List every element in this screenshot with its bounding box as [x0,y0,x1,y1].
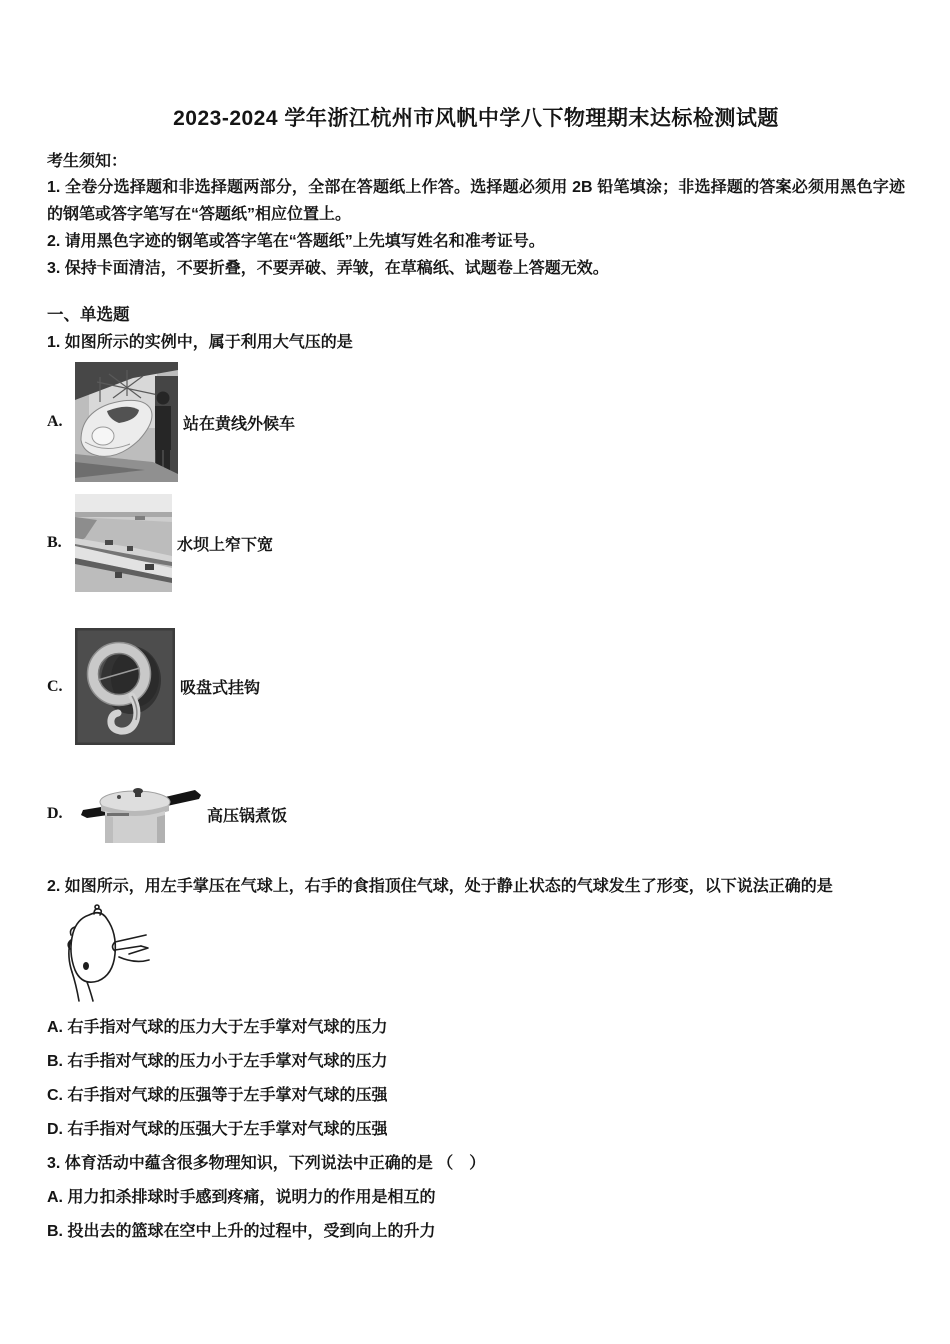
q1-option-b-label: B. [47,534,62,551]
q1-option-d-caption: 高压锅煮饭 [207,807,288,825]
dam-photo [75,494,172,592]
q3-option-b: B. 投出去的篮球在空中上升的过程中，受到向上的升力 [47,1223,436,1240]
q1-option-c-caption: 吸盘式挂钩 [180,680,261,697]
q1-option-b-caption: 水坝上窄下宽 [177,536,274,554]
notice-item: 2. 请用黑色字迹的钢笔或答字笔在“答题纸”上先填写姓名和准考证号。 [47,233,545,250]
q1-option-a-caption: 站在黄线外候车 [183,415,296,433]
q1-option-b [47,494,905,592]
notice-section [47,150,905,282]
q1-option-d-label: D. [47,805,63,822]
q2-option-b: B. 右手指对气球的压力小于左手掌对气球的压力 [47,1053,388,1070]
notice-heading: 考生须知： [47,153,128,170]
q1-option-c [47,628,905,745]
q2-stem: 2. 如图所示，用左手掌压在气球上，右手的食指顶住气球，处于静止状态的气球发生了形变，以下说法正确的是 [47,878,833,895]
q2-option-c: C. 右手指对气球的压强等于左手掌对气球的压强 [47,1087,388,1104]
pressure-cooker-photo [75,785,202,843]
q1-option-d [47,785,905,843]
q3-option-a: A. 用力扣杀排球时手感到疼痛，说明力的作用是相互的 [47,1189,436,1206]
notice-item: 3. 保持卡面清洁，不要折叠，不要弄破、弄皱，在草稿纸、试题卷上答题无效。 [47,260,609,277]
q3-stem: 3. 体育活动中蕴含很多物理知识，下列说法中正确的是 （ ） [47,1155,486,1172]
q1-option-a [47,362,905,482]
section-heading-single-choice: 一、单选题 [47,306,130,324]
q1-stem: 1. 如图所示的实例中，属于利用大气压的是 [47,334,353,351]
train-photo [75,362,178,482]
notice-item: 1. 全卷分选择题和非选择题两部分，全部在答题纸上作答。选择题必须用 2B 铅笔填涂；非选择题的答案必须用黑色字迹的钢笔或答字笔写在“答题纸”相应位置上。 [47,179,905,223]
balloon-sketch [49,902,905,1002]
suction-hook-photo [75,628,175,745]
q1-option-c-label: C. [47,677,63,695]
page-title: 2023-2024 学年浙江杭州市风帆中学八下物理期末达标检测试题 [173,107,779,130]
q1-option-a-label: A. [47,413,63,430]
q2-option-a: A. 右手指对气球的压力大于左手掌对气球的压力 [47,1019,388,1036]
q2-option-d: D. 右手指对气球的压强大于左手掌对气球的压强 [47,1121,388,1138]
